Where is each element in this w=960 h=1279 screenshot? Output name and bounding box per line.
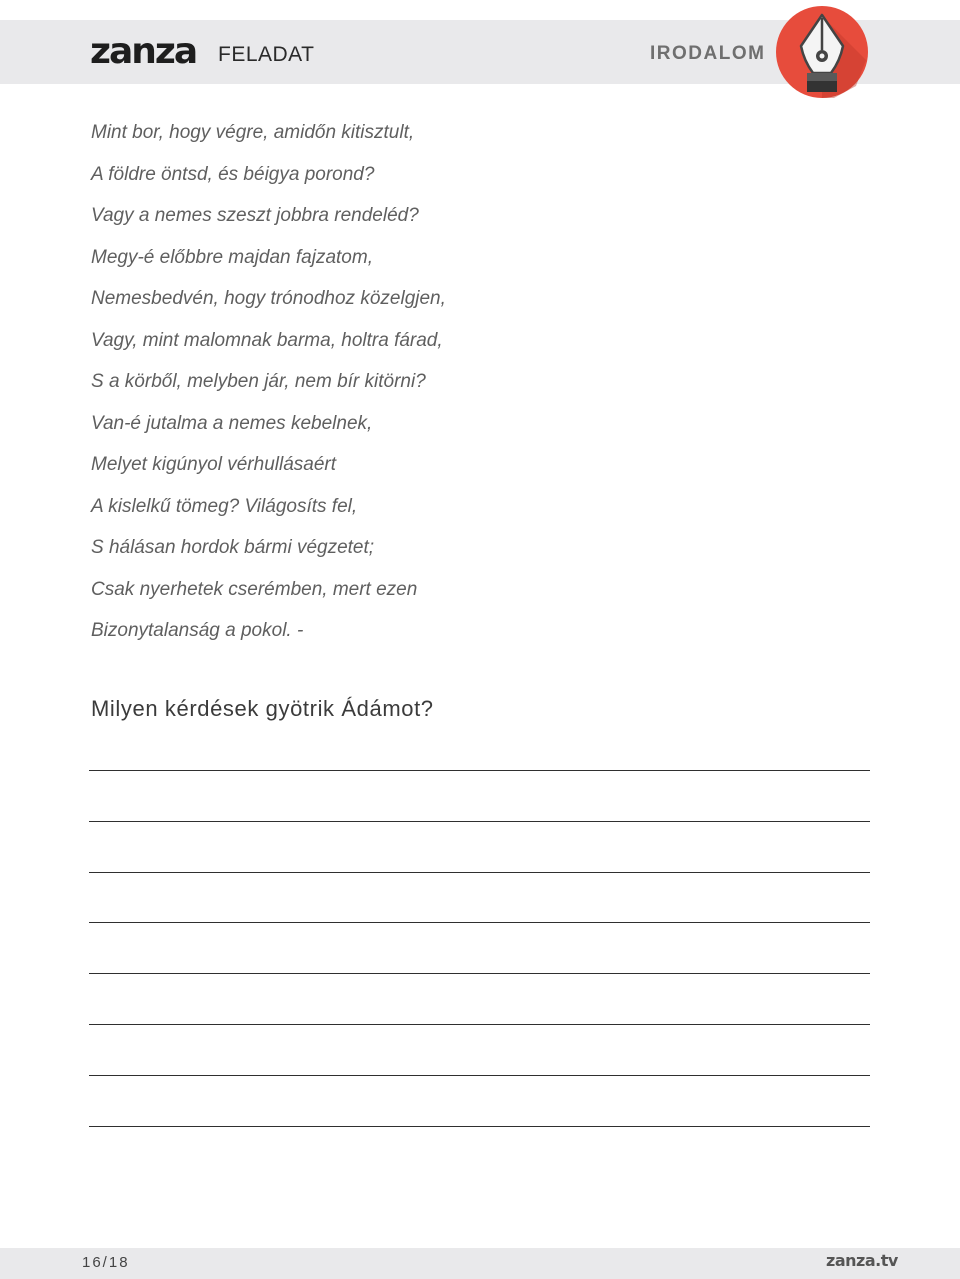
poem-line: S hálásan hordok bármi végzetet; — [91, 537, 375, 558]
section-label: FELADAT — [218, 43, 315, 66]
poem-line: Nemesbedvén, hogy trónodhoz közelgjen, — [91, 288, 446, 309]
answer-line-3[interactable] — [89, 872, 870, 873]
poem-line: Vagy a nemes szeszt jobbra rendeléd? — [91, 205, 419, 226]
poem-line: Csak nyerhetek cserémben, mert ezen — [91, 578, 418, 600]
poem-excerpt — [91, 120, 851, 660]
footer-bar — [0, 1248, 960, 1279]
question-text: Milyen kérdések gyötrik Ádámot? — [91, 696, 434, 721]
zanza-logo: zanza — [90, 31, 197, 72]
answer-line-1[interactable] — [89, 770, 870, 771]
brand-logo: zanza.tv — [826, 1251, 898, 1270]
answer-line-6[interactable] — [89, 1024, 870, 1025]
poem-line: Bizonytalanság a pokol. - — [91, 620, 304, 641]
poem-line: Vagy, mint malomnak barma, holtra fárad, — [91, 329, 443, 351]
poem-line: Van-é jutalma a nemes kebelnek, — [91, 412, 373, 434]
page-number: 16/18 — [82, 1254, 130, 1271]
poem-line: Megy-é előbbre majdan fajzatom, — [91, 246, 373, 268]
poem-line: A kislelkű tömeg? Világosíts fel, — [91, 495, 358, 517]
answer-line-8[interactable] — [89, 1126, 870, 1127]
answer-line-4[interactable] — [89, 922, 870, 923]
answer-line-2[interactable] — [89, 821, 870, 822]
poem-line: A földre öntsd, és béigya porond? — [91, 163, 375, 185]
fountain-pen-nib-icon — [776, 6, 868, 100]
answer-line-5[interactable] — [89, 973, 870, 974]
poem-line: Mint bor, hogy végre, amidőn kitisztult, — [91, 122, 415, 143]
subject-label: IRODALOM — [650, 43, 766, 64]
answer-line-7[interactable] — [89, 1075, 870, 1076]
poem-line: Melyet kigúnyol vérhullásaért — [91, 454, 337, 475]
poem-line: S a körből, melyben jár, nem bír kitörni? — [91, 371, 426, 392]
